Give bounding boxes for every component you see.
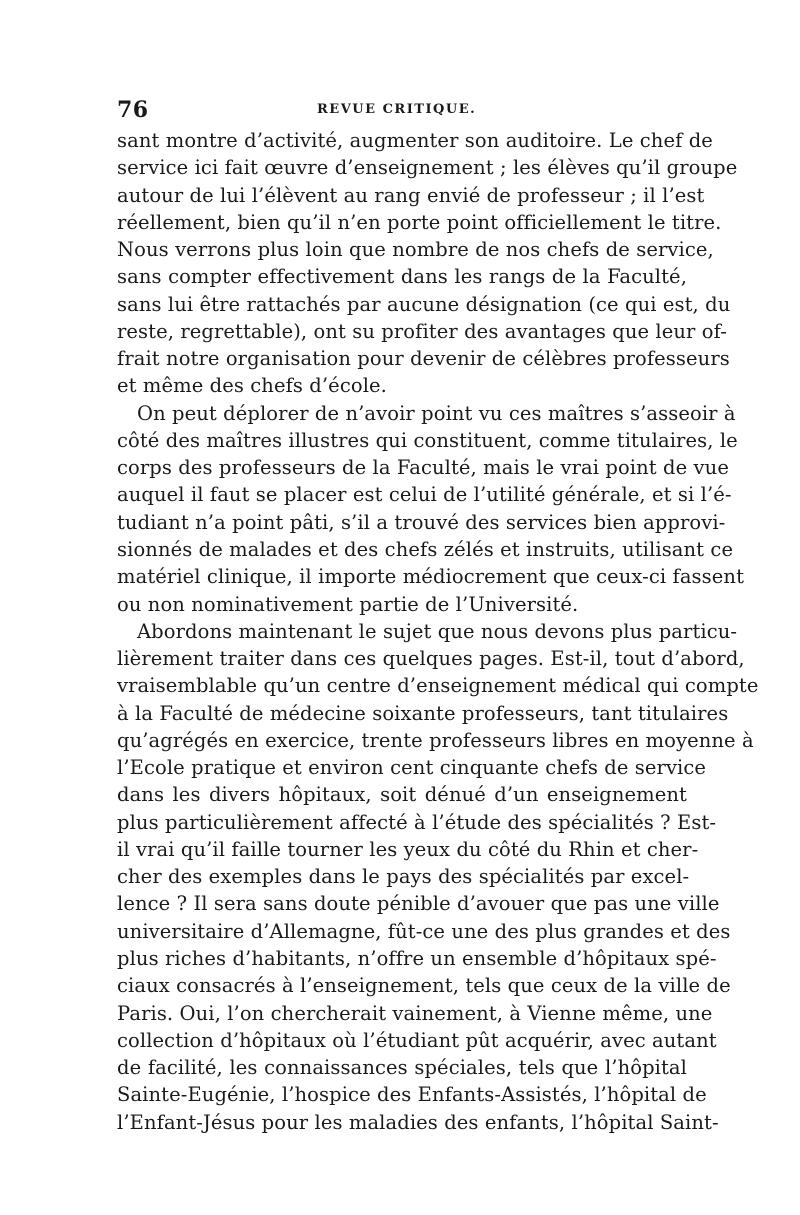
text-line: Nous verrons plus loin que nombre de nos chefs de service, bbox=[117, 238, 714, 262]
text-line: Paris. Oui, l’on chercherait vainement, à Vienne même, une bbox=[117, 1001, 713, 1025]
text-line: service ici fait œuvre d’enseignement ; les élèves qu’il groupe bbox=[117, 156, 738, 180]
text-line: à la Faculté de médecine soixante professeurs, tant titulaires bbox=[117, 701, 729, 725]
text-line: matériel clinique, il importe médiocrement que ceux-ci fassent bbox=[117, 565, 745, 589]
text-line: sant montre d’activité, augmenter son auditoire. Le chef de bbox=[117, 129, 713, 152]
text-line: il vrai qu’il faille tourner les yeux du côté du Rhin et cher- bbox=[117, 837, 699, 861]
text-line: ou non nominativement partie de l’Université. bbox=[117, 592, 579, 616]
text-line: reste, regrettable), ont su profiter des avantages que leur of- bbox=[117, 319, 727, 343]
text-line: réellement, bien qu’il n’en porte point officiellement le titre. bbox=[117, 210, 722, 234]
text-line: autour de lui l’élèvent au rang envié de professeur ; il l’est bbox=[117, 183, 705, 207]
text-line: Sainte-Eugénie, l’hospice des Enfants-Assistés, l’hôpital de bbox=[117, 1083, 707, 1107]
text-line: universitaire d’Allemagne, fût-ce une des plus grandes et des bbox=[117, 919, 731, 943]
text-line: dans les divers hôpitaux, soit dénué d’un enseignement bbox=[117, 783, 687, 807]
text-line: frait notre organisation pour devenir de célèbres professeurs bbox=[117, 347, 730, 371]
page-number: 76 bbox=[117, 97, 149, 123]
text-line: plus particulièrement affecté à l’étude des spécialités ? Est- bbox=[117, 810, 717, 834]
text-line: collection d’hôpitaux où l’étudiant pût acquérir, avec autant bbox=[117, 1028, 717, 1052]
text-line: cher des exemples dans le pays des spécialités par excel- bbox=[117, 865, 690, 889]
running-head: REVUE CRITIQUE. bbox=[317, 102, 477, 117]
text-line: auquel il faut se placer est celui de l’utilité générale, et si l’é- bbox=[117, 483, 732, 507]
text-line: plus riches d’habitants, n’offre un ensemble d’hôpitaux spé- bbox=[117, 946, 717, 970]
text-line: côté des maîtres illustres qui constituent, comme titulaires, le bbox=[117, 428, 738, 452]
text-line: lièrement traiter dans ces quelques pages. Est-il, tout d’abord, bbox=[117, 647, 745, 671]
text-line: sans compter effectivement dans les rangs de la Faculté, bbox=[117, 265, 687, 289]
text-line: sionnés de malades et des chefs zélés et instruits, utilisant ce bbox=[117, 537, 734, 561]
text-line: corps des professeurs de la Faculté, mais le vrai point de vue bbox=[117, 456, 729, 480]
text-line: Abordons maintenant le sujet que nous devons plus particu- bbox=[137, 619, 738, 643]
page-header bbox=[117, 97, 687, 121]
text-line: On peut déplorer de n’avoir point vu ces maîtres s’asseoir à bbox=[137, 401, 736, 425]
text-line: l’Ecole pratique et environ cent cinquante chefs de service bbox=[117, 756, 707, 780]
text-line: sans lui être rattachés par aucune désignation (ce qui est, du bbox=[117, 292, 731, 316]
text-line: et même des chefs d’école. bbox=[117, 374, 387, 398]
text-line: qu’agrégés en exercice, trente professeurs libres en moyenne à bbox=[117, 728, 754, 752]
text-line: lence ? Il sera sans doute pénible d’avouer que pas une ville bbox=[117, 892, 720, 916]
text-line: de facilité, les connaissances spéciales, tels que l’hôpital bbox=[117, 1056, 687, 1080]
text-line: vraisemblable qu’un centre d’enseignement médical qui compte bbox=[117, 674, 759, 698]
body-text bbox=[117, 127, 759, 1136]
text-line: tudiant n’a point pâti, s’il a trouvé des services bien approvi- bbox=[117, 510, 726, 534]
text-line: ciaux consacrés à l’enseignement, tels que ceux de la ville de bbox=[117, 974, 731, 998]
text-line: l’Enfant-Jésus pour les maladies des enfants, l’hôpital Saint- bbox=[117, 1110, 719, 1134]
